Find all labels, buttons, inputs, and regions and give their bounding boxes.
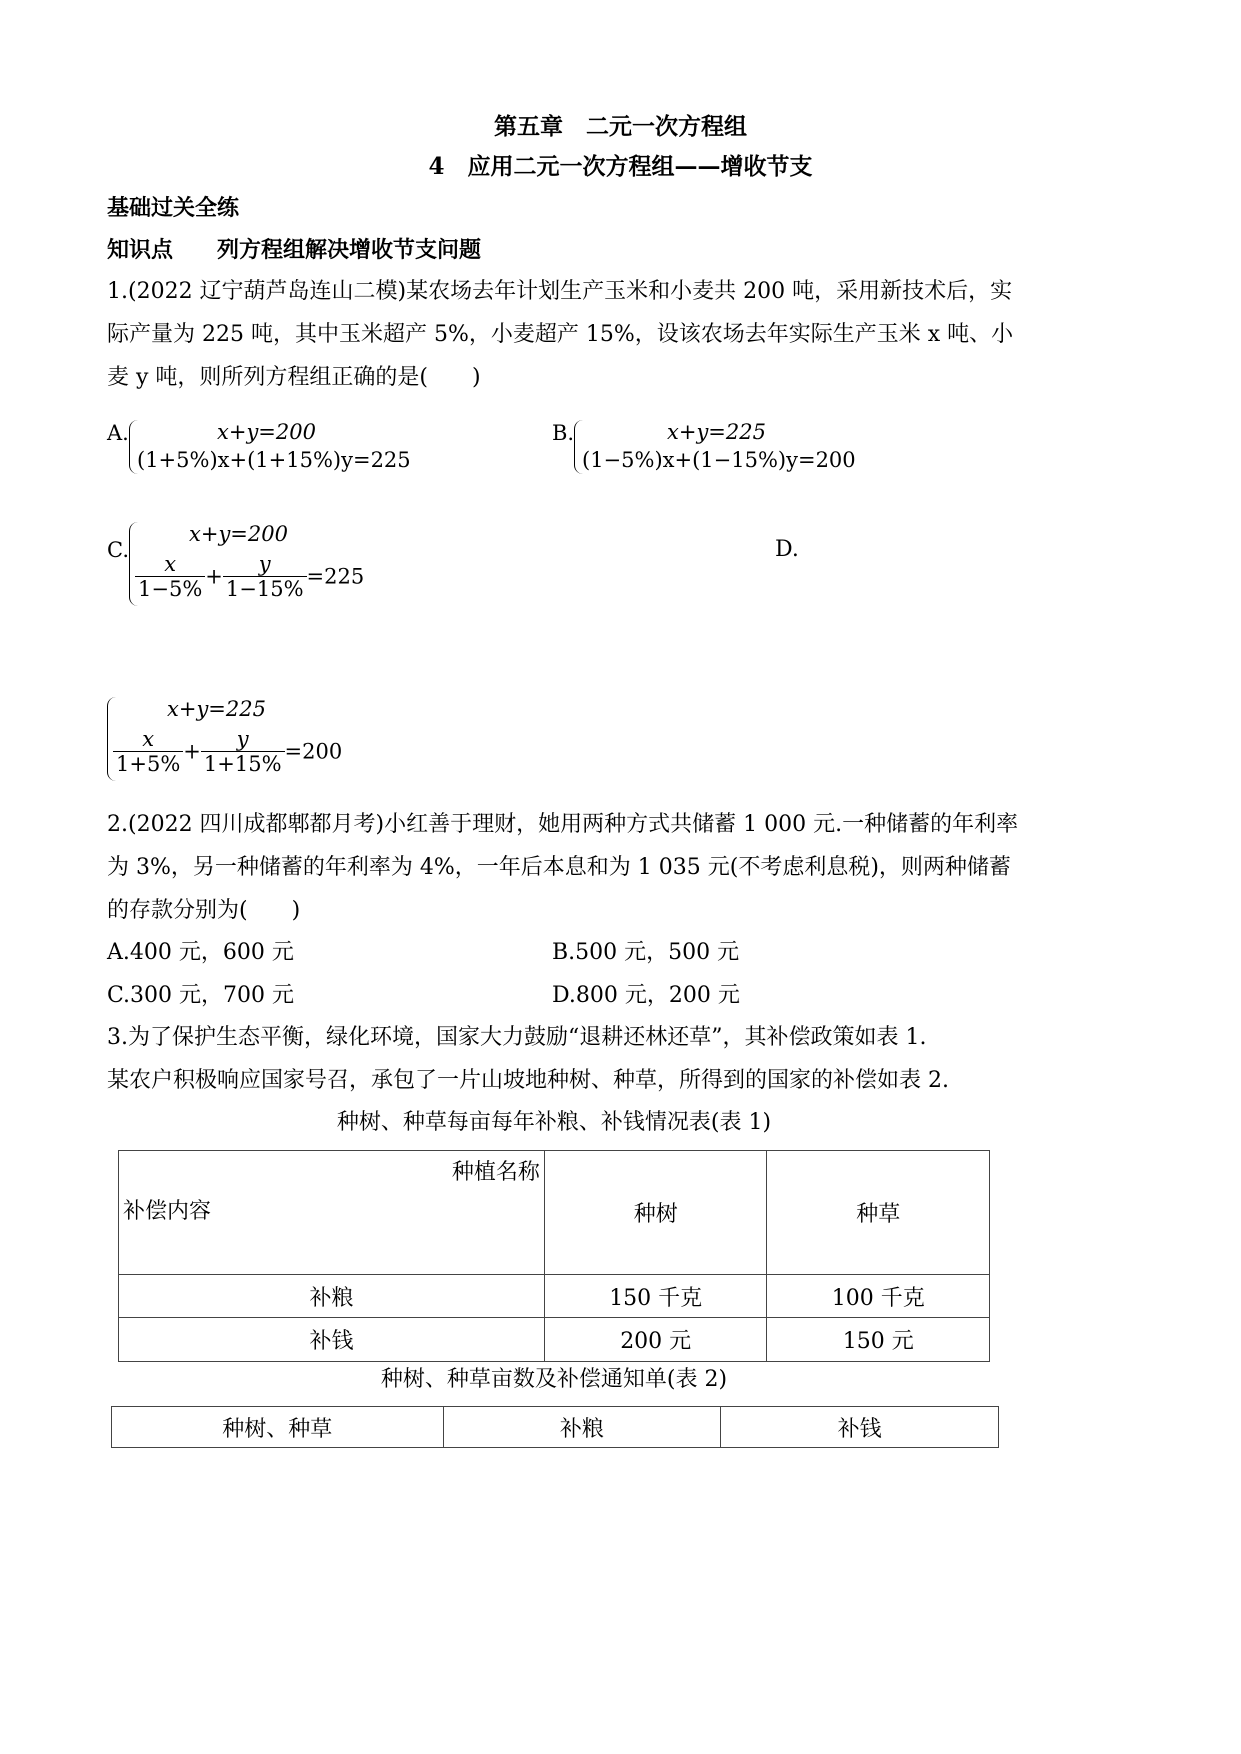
q2-text-line1: 2.(2022 四川成都郫都月考)小红善于理财，她用两种方式共储蓄 1 000 元.一种储蓄的年利率 xyxy=(107,812,1019,837)
table1-corner-bottom: 补偿内容 xyxy=(123,1199,212,1224)
compensation-notice-table xyxy=(111,1406,999,1448)
table2-header-grain: 补粮 xyxy=(443,1407,721,1448)
q1-option-d-label: D. xyxy=(775,537,799,562)
q1-option-b xyxy=(552,418,872,478)
table1-row-money-label: 补钱 xyxy=(119,1318,545,1362)
q1-option-a-eq2: (1+5%)x+(1+15%)y=225 xyxy=(137,448,411,472)
q1-option-c-den2: 1−15% xyxy=(225,577,304,601)
practice-heading: 基础过关全练 xyxy=(107,195,240,221)
q1-option-c-eq2 xyxy=(135,552,364,601)
q1-option-c xyxy=(107,520,407,610)
q1-option-b-eq1: x+y=225 xyxy=(667,420,766,444)
table1-row-money-trees: 200 元 xyxy=(544,1318,767,1362)
q1-option-c-label: C. xyxy=(107,538,129,562)
q1-text-line1: 1.(2022 辽宁葫芦岛连山二模)某农场去年计划生产玉米和小麦共 200 吨，采用新技术后，实 xyxy=(107,279,1013,304)
q1-option-a xyxy=(107,418,427,478)
q1-option-d-den1: 1+5% xyxy=(116,752,181,776)
compensation-policy-table xyxy=(118,1150,990,1362)
q1-option-d xyxy=(107,695,407,785)
q3-text-line1: 3.为了保护生态平衡，绿化环境，国家大力鼓励“退耕还林还草”，其补偿政策如表 1. xyxy=(107,1025,927,1050)
q1-option-d-rhs: =200 xyxy=(284,739,343,764)
q1-option-c-den1: 1−5% xyxy=(138,577,203,601)
q1-option-c-rhs: =225 xyxy=(306,564,365,589)
q1-option-d-num2: y xyxy=(201,727,285,752)
table2-caption: 种树、种草亩数及补偿通知单(表 2) xyxy=(380,1367,728,1392)
q1-option-c-num2: y xyxy=(223,552,307,577)
table2-header-planting: 种树、种草 xyxy=(112,1407,444,1448)
table1-row-grain-grass: 100 千克 xyxy=(767,1275,990,1318)
table1-row-grain-label: 补粮 xyxy=(119,1275,545,1318)
q1-option-c-num1: x xyxy=(135,552,205,577)
table2-header-money: 补钱 xyxy=(721,1407,999,1448)
q1-option-b-eq2: (1−5%)x+(1−15%)y=200 xyxy=(582,448,856,472)
q1-option-c-eq1: x+y=200 xyxy=(189,522,288,546)
q2-option-b: B.500 元，500 元 xyxy=(552,940,740,965)
q2-option-a: A.400 元，600 元 xyxy=(107,940,294,965)
table1-corner-top: 种植名称 xyxy=(451,1160,540,1185)
section-title: 4 应用二元一次方程组——增收节支 xyxy=(428,153,813,180)
table1-caption: 种树、种草每亩每年补粮、补钱情况表(表 1) xyxy=(336,1110,772,1135)
q1-option-d-den2: 1+15% xyxy=(203,752,282,776)
table1-row-grain-trees: 150 千克 xyxy=(544,1275,767,1318)
q1-option-d-num1: x xyxy=(113,727,183,752)
table1-header-grass: 种草 xyxy=(767,1151,990,1275)
table1-row-money-grass: 150 元 xyxy=(767,1318,990,1362)
q3-text-line2: 某农户积极响应国家号召，承包了一片山坡地种树、种草，所得到的国家的补偿如表 2. xyxy=(107,1068,949,1093)
q1-option-d-eq2 xyxy=(113,727,342,776)
q2-option-c: C.300 元，700 元 xyxy=(107,983,295,1008)
knowledge-point-heading: 知识点 列方程组解决增收节支问题 xyxy=(107,237,482,263)
q1-text-line3: 麦 y 吨，则所列方程组正确的是( ) xyxy=(107,365,481,390)
q1-option-d-eq1: x+y=225 xyxy=(167,697,266,721)
q1-option-a-eq1: x+y=200 xyxy=(217,420,316,444)
q1-option-a-label: A. xyxy=(107,421,129,445)
q1-text-line2: 际产量为 225 吨，其中玉米超产 5%，小麦超产 15%，设该农场去年实际生产玉米 x 吨、小 xyxy=(107,322,1014,347)
chapter-title: 第五章 二元一次方程组 xyxy=(494,113,747,140)
q1-option-c-plus: + xyxy=(205,564,223,589)
q2-option-d: D.800 元，200 元 xyxy=(552,983,740,1008)
q2-text-line3: 的存款分别为( ) xyxy=(107,898,301,923)
table1-corner-cell xyxy=(119,1151,545,1275)
q2-text-line2: 为 3%，另一种储蓄的年利率为 4%，一年后本息和为 1 035 元(不考虑利息税)，则两种储蓄 xyxy=(107,855,1011,880)
table1-header-trees: 种树 xyxy=(544,1151,767,1275)
q1-option-b-label: B. xyxy=(552,421,575,445)
q1-option-d-plus: + xyxy=(183,739,201,764)
